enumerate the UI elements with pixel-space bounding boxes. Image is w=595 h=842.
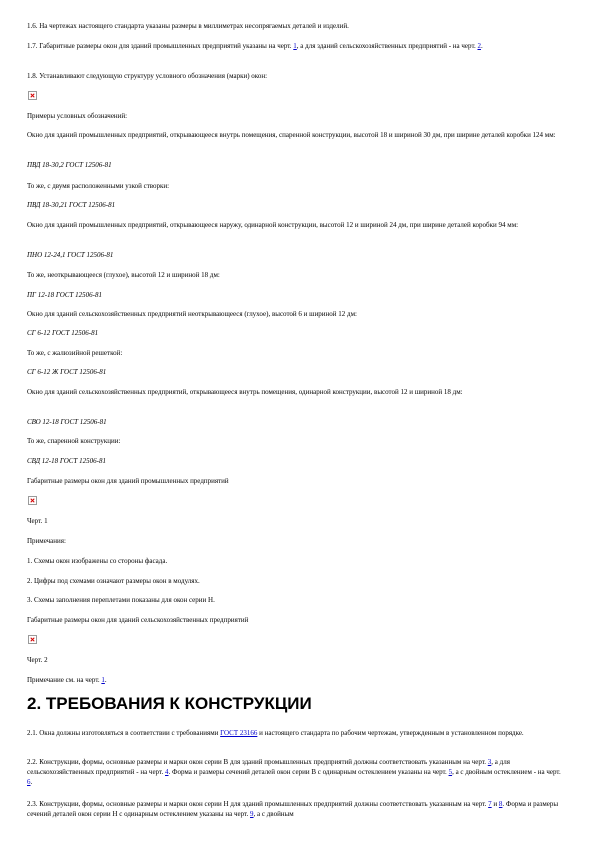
example-paragraph: То же, с жалюзийной решеткой:: [27, 349, 123, 357]
link-chert-6[interactable]: 6: [27, 778, 31, 786]
link-chert-8[interactable]: 8: [498, 800, 503, 808]
note-item: 3. Схемы заполнения переплетами показаны для окон серии Н.: [27, 596, 215, 604]
example-mark: СВО 12-18 ГОСТ 12506-81: [27, 418, 107, 426]
link-chert-4[interactable]: 4: [165, 768, 169, 776]
figure-label: Черт. 1: [27, 517, 48, 525]
broken-image-icon: [28, 91, 37, 100]
link-chert-5[interactable]: 5: [448, 768, 453, 776]
link-chert-2[interactable]: 2: [477, 42, 481, 50]
examples-heading: Примеры условных обозначений:: [27, 112, 128, 120]
example-mark: СВД 12-18 ГОСТ 12506-81: [27, 457, 106, 465]
notes-heading: Примечания:: [27, 537, 66, 545]
link-chert-1[interactable]: 1: [293, 42, 297, 50]
note-reference: Примечание см. на черт. 1.: [27, 676, 107, 684]
paragraph-1-6: 1.6. На чертежах настоящего стандарта указаны размеры в миллиметрах несопрягаемых деталей и изделий.: [27, 22, 349, 30]
example-paragraph: Окно для зданий сельскохозяйственных предприятий, открывающееся внутрь помещения, одинарной конструкции, высотой 12 и шириной 18 дм:: [27, 388, 463, 396]
paragraph-2-1: 2.1. Окна должны изготовляться в соответствии с требованиями ГОСТ 23166 и настоящего стандарта по рабочим чертежам, утвержденным в установленном порядке.: [27, 729, 524, 737]
example-mark: ПВД 18-30,2 ГОСТ 12506-81: [27, 161, 112, 169]
figure-caption: Габаритные размеры окон для зданий сельскохозяйственных предприятий: [27, 616, 249, 624]
section-heading: 2. ТРЕБОВАНИЯ К КОНСТРУКЦИИ: [27, 694, 312, 713]
link-chert-9[interactable]: 9: [250, 810, 254, 818]
example-mark: СГ 6-12 ГОСТ 12506-81: [27, 329, 99, 337]
paragraph-2-3: 2.3. Конструкции, формы, основные размеры и марки окон серии Н для зданий промышленных предприятий должны соответствовать указанным на черт. 7 и 8. Форма и размеры сечений деталей окон серии Н с одинарным остеклением указаны на черт. 9, а с двойным: [27, 800, 559, 818]
example-paragraph: То же, спаренной конструкции:: [27, 437, 121, 445]
link-chert-1[interactable]: 1: [101, 676, 105, 684]
note-item: 2. Цифры под схемами означают размеры окон в модулях.: [27, 577, 200, 585]
broken-image-icon: [28, 496, 37, 505]
example-mark: ПНО 12-24,1 ГОСТ 12506-81: [27, 251, 114, 259]
example-paragraph: То же, с двумя расположенными узкой створки:: [27, 182, 170, 190]
paragraph-2-2: 2.2. Конструкции, формы, основные размеры и марки окон серии В для зданий промышленных предприятий должны соответствовать указанным на черт. 3, а для сельскохозяйственных предприятий - на черт. 4. Форма и размеры сечений деталей окон серии В с одинарным остеклением указаны на черт. 5, а с двойным остеклением - на черт. 6.: [27, 758, 561, 786]
link-gost-23166[interactable]: ГОСТ 23166: [220, 729, 258, 737]
paragraph-1-8: 1.8. Устанавливают следующую структуру условного обозначения (марки) окон:: [27, 72, 268, 80]
example-paragraph: То же, неоткрывающееся (глухое), высотой 12 и шириной 18 дм:: [27, 271, 220, 279]
figure-caption: Габаритные размеры окон для зданий промышленных предприятий: [27, 477, 229, 485]
example-paragraph: Окно для зданий промышленных предприятий, открывающееся наружу, одинарной конструкции, высотой 12 и шириной 24 дм, при ширине деталей коробки 94 мм:: [27, 221, 519, 229]
example-paragraph: Окно для зданий промышленных предприятий, открывающееся внутрь помещения, спаренной конструкции, высотой 18 и шириной 30 дм, при ширине деталей коробки 124 мм:: [27, 131, 556, 139]
broken-image-icon: [28, 635, 37, 644]
example-mark: ПВД 18-30,21 ГОСТ 12506-81: [27, 201, 116, 209]
example-mark: СГ 6-12 Ж ГОСТ 12506-81: [27, 368, 107, 376]
example-mark: ПГ 12-18 ГОСТ 12506-81: [27, 291, 102, 299]
example-paragraph: Окно для зданий сельскохозяйственных предприятий неоткрывающееся (глухое), высотой 6 и шириной 12 дм:: [27, 310, 357, 318]
link-chert-7[interactable]: 7: [488, 800, 492, 808]
paragraph-1-7: 1.7. Габаритные размеры окон для зданий промышленных предприятий указаны на черт. 1, а для зданий сельскохозяйственных предприятий - на черт. 2.: [27, 42, 483, 50]
figure-label: Черт. 2: [27, 656, 48, 664]
note-item: 1. Схемы окон изображены со стороны фасада.: [27, 557, 168, 565]
link-chert-3[interactable]: 3: [487, 758, 492, 766]
